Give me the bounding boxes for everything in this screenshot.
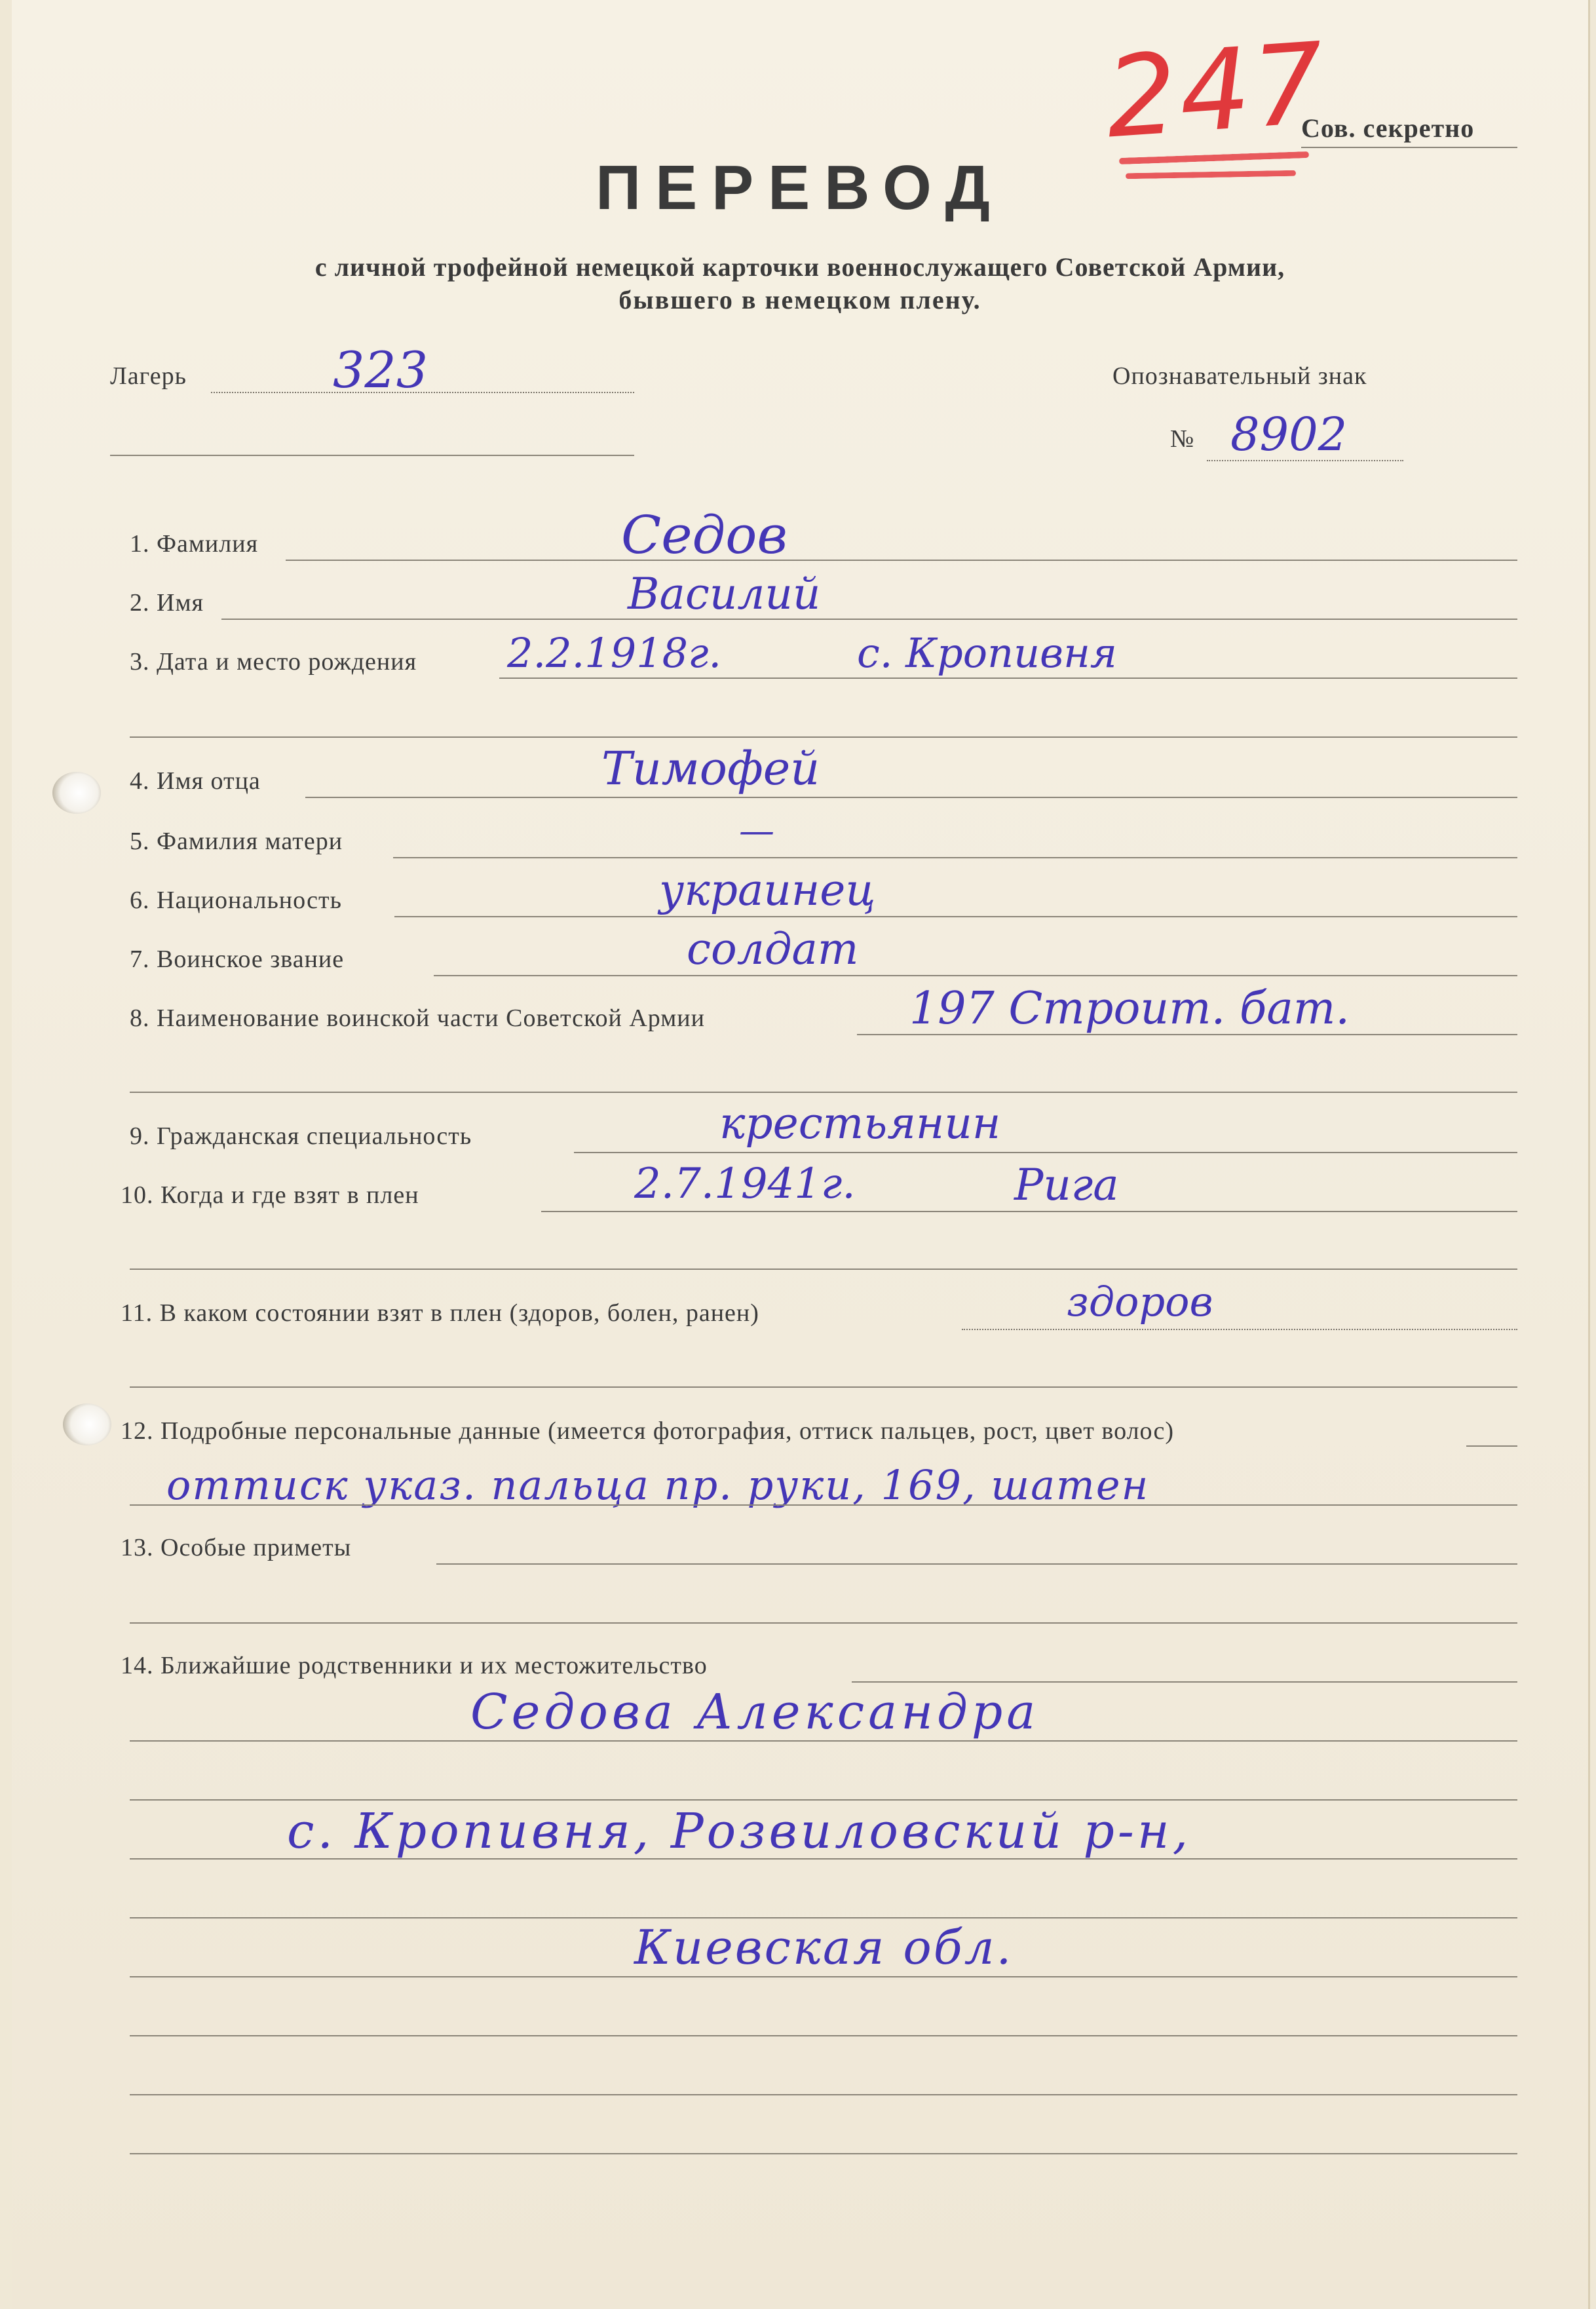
field-11-dotline: [962, 1329, 1517, 1330]
field-14-line-8: [130, 2094, 1517, 2095]
field-11-line-2: [130, 1386, 1517, 1388]
field-5-value: —: [739, 810, 774, 851]
document-page: [12, 0, 1590, 2309]
field-5-label: 5. Фамилия матери: [130, 828, 343, 855]
field-8-line-2: [130, 1092, 1517, 1093]
field-10-line-2: [130, 1269, 1517, 1270]
field-2-line: [221, 619, 1517, 620]
field-14-line-5: [130, 1917, 1517, 1918]
field-12-line-2: [130, 1504, 1517, 1506]
classification-underline: [1301, 147, 1517, 148]
field-14-line-3: [130, 1799, 1517, 1801]
field-3-label: 3. Дата и место рождения: [130, 648, 417, 676]
field-12-label: 12. Подробные персональные данные (имеется фотография, оттиск пальцев, рост, цвет волос): [121, 1417, 1174, 1445]
field-7-label: 7. Воинское звание: [130, 945, 345, 973]
field-13-line: [436, 1563, 1517, 1565]
field-14-line: [852, 1681, 1517, 1683]
relative-address-1: с. Кропивня, Розвиловский р-н,: [287, 1803, 1192, 1860]
field-9-value: крестьянин: [719, 1098, 1001, 1149]
camp-second-line: [110, 455, 634, 456]
field-13-line-2: [130, 1622, 1517, 1624]
archive-number: 247: [1101, 18, 1331, 164]
relative-address-2: Киевская обл.: [634, 1920, 1014, 1975]
field-1-line: [286, 560, 1517, 561]
id-number-value: 8902: [1230, 408, 1348, 461]
field-3-line: [499, 677, 1517, 679]
punch-hole-top: [52, 772, 101, 814]
punch-hole-bottom: [63, 1403, 111, 1445]
field-2-value: Василий: [628, 569, 821, 619]
field-10-line: [541, 1211, 1517, 1212]
field-10-date: 2.7.1941г.: [634, 1160, 856, 1208]
field-7-line: [434, 975, 1517, 976]
page-title: ПЕРЕВОД: [596, 153, 1004, 223]
field-10-place: Рига: [1014, 1160, 1119, 1210]
field-6-label: 6. Национальность: [130, 887, 342, 914]
field-4-value: Тимофей: [601, 742, 820, 795]
field-5-line: [393, 857, 1517, 858]
field-8-label: 8. Наименование воинской части Советской Армии: [130, 1004, 705, 1032]
field-14-label: 14. Ближайшие родственники и их местожительство: [121, 1652, 708, 1679]
field-10-label: 10. Когда и где взят в плен: [121, 1181, 419, 1209]
field-3-line-2: [130, 736, 1517, 738]
field-8-value: 197 Строит. бат.: [909, 983, 1350, 1035]
field-4-label: 4. Имя отца: [130, 767, 261, 795]
camp-label: Лагерь: [110, 362, 187, 390]
field-2-label: 2. Имя: [130, 589, 204, 617]
field-9-label: 9. Гражданская специальность: [130, 1122, 472, 1150]
field-6-line: [394, 916, 1517, 917]
field-7-value: солдат: [687, 924, 859, 974]
subtitle-line-2: бывшего в немецком плену.: [618, 285, 981, 315]
field-1-label: 1. Фамилия: [130, 530, 259, 558]
field-14-line-6: [130, 1976, 1517, 1977]
field-11-value: здоров: [1067, 1278, 1213, 1326]
field-11-label: 11. В каком состоянии взят в плен (здоров, болен, ранен): [121, 1299, 759, 1327]
camp-value: 323: [333, 341, 428, 399]
field-3-place: с. Кропивня: [857, 629, 1117, 677]
field-14-line-7: [130, 2035, 1517, 2036]
field-3-date: 2.2.1918г.: [507, 629, 722, 677]
field-12-line: [1466, 1445, 1517, 1447]
relative-name: Седова Александра: [470, 1684, 1040, 1740]
classification-label: Сов. секретно: [1301, 113, 1475, 143]
field-14-line-9: [130, 2153, 1517, 2154]
field-14-line-2: [130, 1740, 1517, 1742]
subtitle-line-1: с личной трофейной немецкой карточки военнослужащего Советской Армии,: [314, 252, 1285, 282]
field-6-value: украинец: [659, 865, 876, 915]
id-tag-label: Опознавательный знак: [1112, 362, 1367, 390]
field-12-value: оттиск указ. пальца пр. руки, 169, шатен: [166, 1461, 1150, 1509]
field-13-label: 13. Особые приметы: [121, 1534, 352, 1561]
id-number-label: №: [1170, 425, 1194, 453]
field-1-value: Седов: [621, 505, 788, 565]
field-4-line: [305, 797, 1517, 798]
field-9-line: [574, 1152, 1517, 1153]
